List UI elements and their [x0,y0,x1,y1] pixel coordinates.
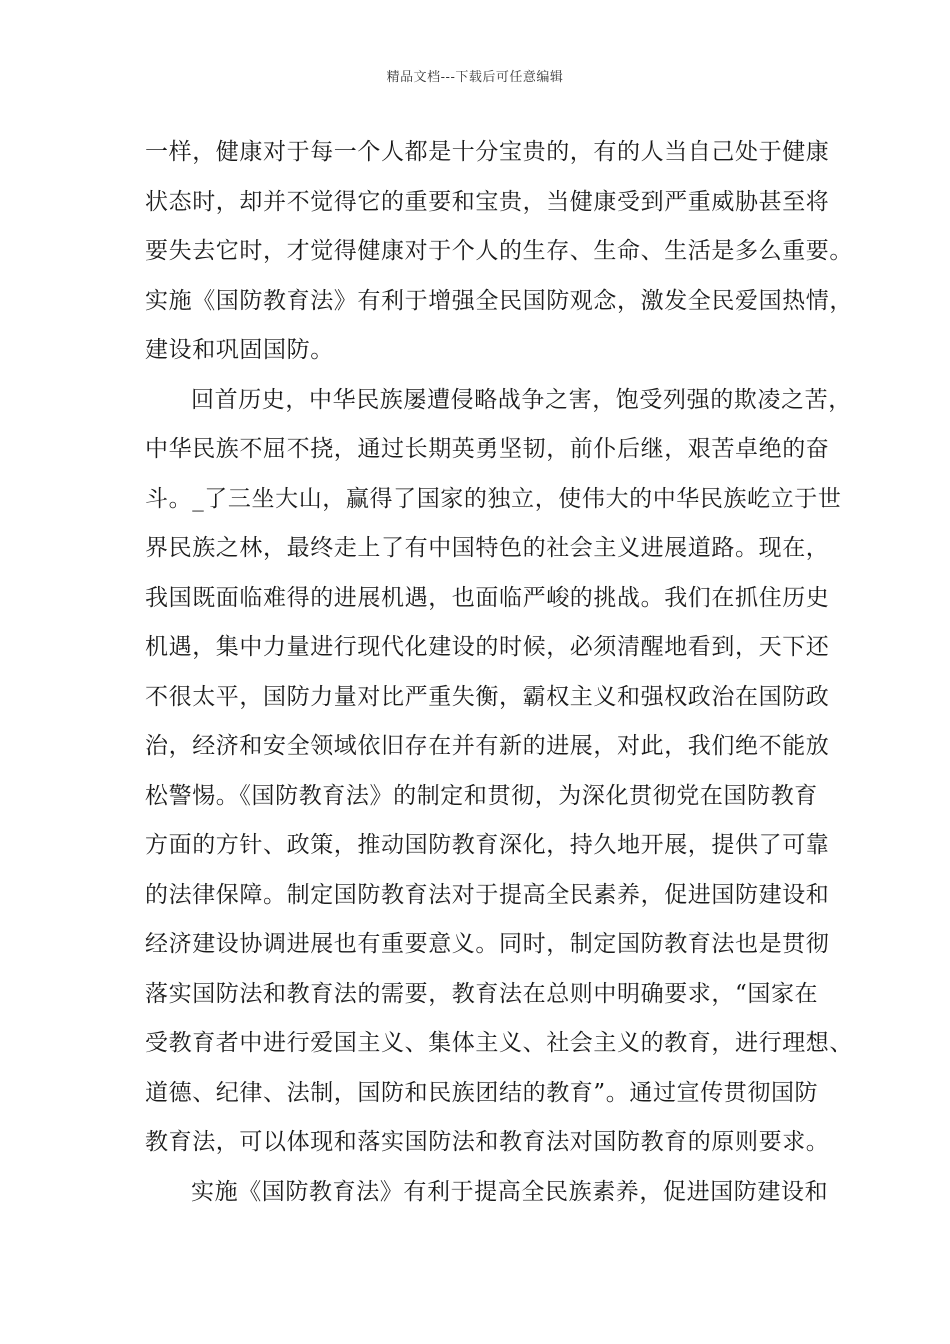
text-line: 受教育者中进行爱国主义、集体主义、社会主义的教育，进行理想、 [145,1030,853,1056]
page-header: 精品文档---下载后可任意编辑 [386,70,564,85]
text-line: 斗。_了三坐大山，赢得了国家的独立，使伟大的中华民族屹立于世 [145,485,842,512]
text-line: 不很太平，国防力量对比严重失衡，霸权主义和强权政治在国防政 [145,683,830,710]
text-line: 实施《国防教育法》有利于增强全民国防观念，激发全民爱国热情， [145,287,853,314]
text-line: 道德、纪律、法制，国防和民族团结的教育”。通过宣传贯彻国防 [145,1079,819,1106]
text-line: 落实国防法和教育法的需要，教育法在总则中明确要求，“国家在 [145,980,819,1007]
paragraph-start-line: 实施《国防教育法》有利于提高全民族素养，促进国防建设和 [191,1178,829,1205]
text-line: 治，经济和安全领域依旧存在并有新的进展，对此，我们绝不能放 [145,733,830,759]
text-line: 经济建设协调进展也有重要意义。同时，制定国防教育法也是贯彻 [145,931,830,957]
text-line: 状态时，却并不觉得它的重要和宝贵，当健康受到严重威胁甚至将 [145,188,830,215]
text-line: 机遇，集中力量进行现代化建设的时候，必须清醒地看到，天下还 [145,634,830,660]
text-line: 的法律保障。制定国防教育法对于提高全民素养，促进国防建设和 [145,881,830,908]
text-line: 界民族之林，最终走上了有中国特色的社会主义进展道路。现在， [145,535,830,561]
text-line: 一样，健康对于每一个人都是十分宝贵的，有的人当自己处于健康 [145,139,830,165]
paragraph-start-line: 回首历史，中华民族屡遭侵略战争之害，饱受列强的欺凌之苦， [191,386,852,413]
text-line: 松警惕。《国防教育法》的制定和贯彻，为深化贯彻党在国防教育 [145,782,818,809]
text-line: 我国既面临难得的进展机遇，也面临严峻的挑战。我们在抓住历史 [145,584,830,611]
text-line: 教育法，可以体现和落实国防法和教育法对国防教育的原则要求。 [145,1129,830,1155]
text-line: 建设和巩固国防。 [145,337,334,363]
text-line: 中华民族不屈不挠，通过长期英勇坚韧，前仆后继，艰苦卓绝的奋 [145,436,830,462]
text-line: 要失去它时，才觉得健康对于个人的生存、生命、生活是多么重要。 [145,238,853,264]
text-line: 方面的方针、政策，推动国防教育深化，持久地开展，提供了可靠 [145,832,830,858]
body-text [145,128,853,1217]
